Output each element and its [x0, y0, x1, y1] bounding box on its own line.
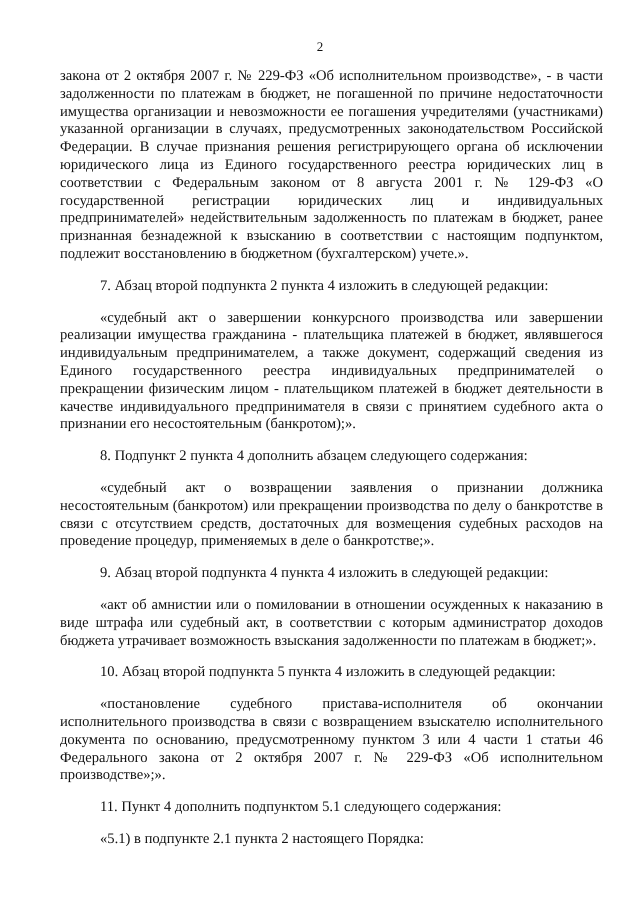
paragraph-quote-7: «судебный акт о завершении конкурсного производства или завершении реализации имущества гражданина - плательщика платежей в бюджет, являвшегося индивидуальным предпринимателем, а также документ, содержащий сведения из Единого государственного реестра индивидуальных предпринимателей о прекращении физическим лицом - плательщиком платежей в бюджет деятельности в качестве индивидуального предпринимателя в связи с принятием судебного акта о признании его несостоятельным (банкротом);». [60, 309, 603, 433]
page-number: 2 [316, 39, 324, 54]
paragraph-item-7: 7. Абзац второй подпункта 2 пункта 4 изложить в следующей редакции: [100, 277, 549, 294]
document-body [60, 68, 603, 849]
paragraph-item-8: 8. Подпункт 2 пункта 4 дополнить абзацем следующего содержания: [100, 448, 528, 465]
paragraph-quote-8: «судебный акт о возвращении заявления о признании должника несостоятельным (банкротом) или прекращении производства по делу о банкротстве в связи с отсутствием средств, достаточных для возмещения судебных расходов на проведение процедур, применяемых в деле о банкротстве;». [60, 479, 603, 550]
paragraph-quote-9: «акт об амнистии или о помиловании в отношении осужденных к наказанию в виде штрафа или судебный акт, в соответствии с которым администратор доходов бюджета утрачивает возможность взыскания задолженности по платежам в бюджет;». [60, 596, 603, 649]
paragraph-continuation: закона от 2 октября 2007 г. № 229-ФЗ «Об исполнительном производстве», - в части задолженности по платежам в бюджет, не погашенной по причине недостаточности имущества организации и невозможности ее погашения учредителями (участниками) указанной организации в случаях, предусмотренных законодательством Российской Федерации. В случае признания решения регистрирующего органа об исключении юридического лица из Единого государственного реестра юридических лиц в соответствии с Федеральным законом от 8 августа 2001 г. № 129-ФЗ «О государственной регистрации юридических лиц и индивидуальных предпринимателей» недействительным задолженность по платежам в бюджет, ранее признанная безнадежной к взысканию в соответствии с настоящим подпунктом, подлежит восстановлению в бюджетном (бухгалтерском) учете.». [60, 68, 603, 262]
paragraph-item-9: 9. Абзац второй подпункта 4 пункта 4 изложить в следующей редакции: [100, 565, 549, 582]
paragraph-item-10: 10. Абзац второй подпункта 5 пункта 4 изложить в следующей редакции: [100, 664, 556, 681]
paragraph-quote-11: «5.1) в подпункте 2.1 пункта 2 настоящего Порядка: [100, 830, 424, 847]
paragraph-item-11: 11. Пункт 4 дополнить подпунктом 5.1 следующего содержания: [100, 799, 502, 816]
paragraph-quote-10: «постановление судебного пристава-исполнителя об окончании исполнительного производства в связи с возвращением взыскателю исполнительного документа по основанию, предусмотренному пунктом 3 или 4 части 1 статьи 46 Федерального закона от 2 октября 2007 г. № 229-ФЗ «Об исполнительном производстве»;». [60, 696, 603, 784]
